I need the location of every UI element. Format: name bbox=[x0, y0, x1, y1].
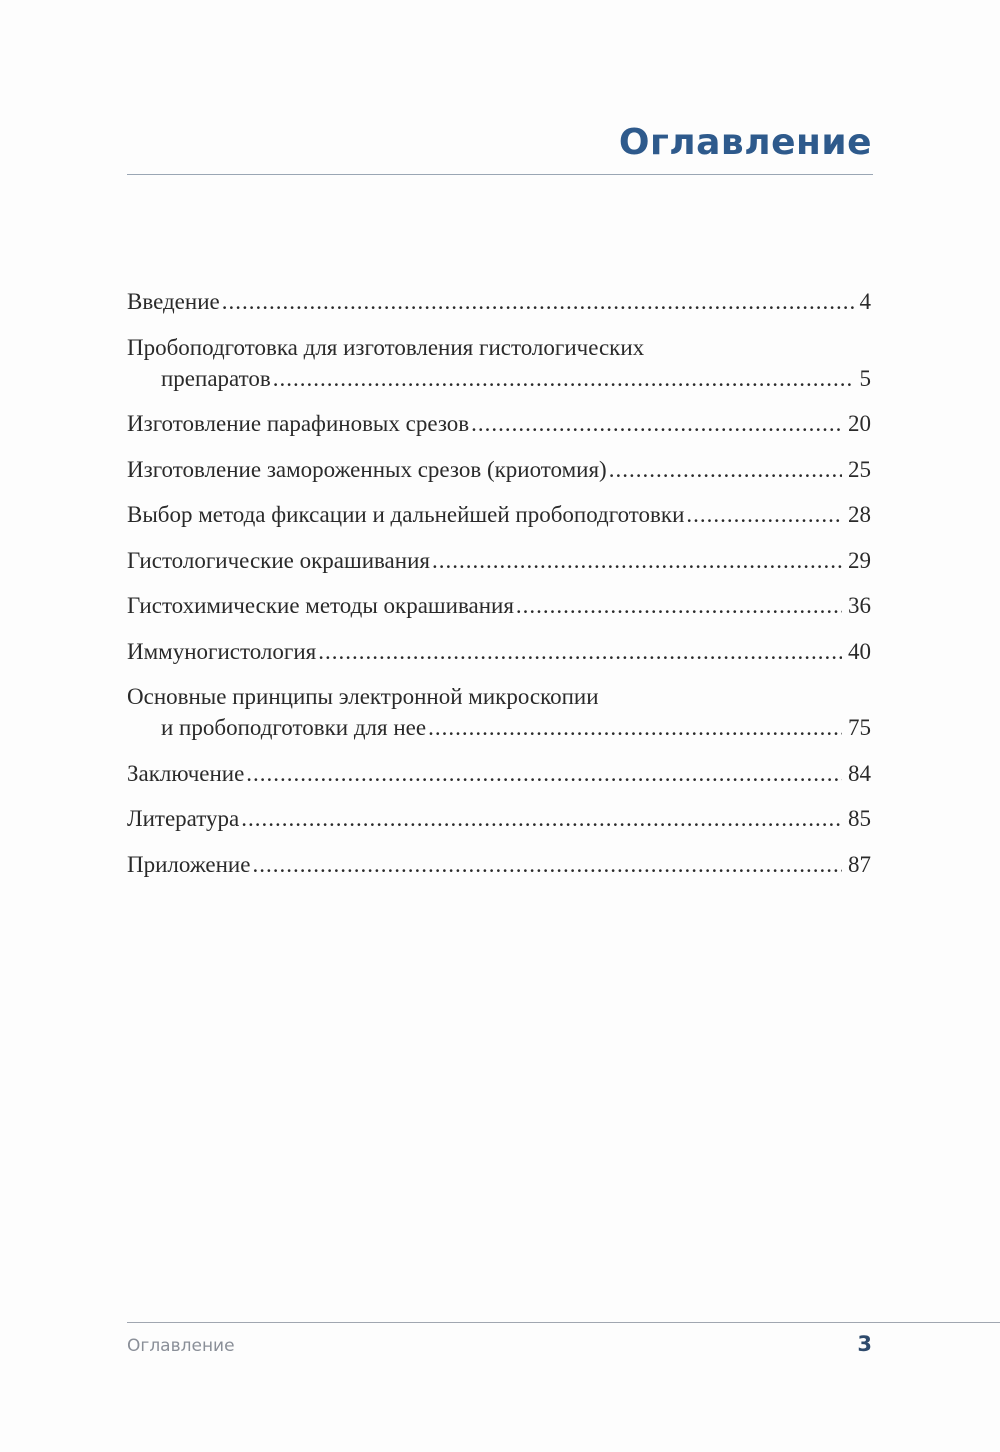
toc-entry-page: 87 bbox=[848, 851, 871, 877]
title-divider bbox=[127, 174, 873, 175]
toc-entry-page: 29 bbox=[848, 547, 871, 573]
leader-dots bbox=[222, 286, 854, 317]
toc-entry[interactable] bbox=[127, 408, 871, 439]
toc-entry-title: Заключение bbox=[127, 760, 245, 786]
toc-entry-title: Литература bbox=[127, 806, 240, 831]
table-of-contents bbox=[127, 286, 871, 894]
toc-entry[interactable] bbox=[127, 590, 871, 621]
toc-entry[interactable] bbox=[127, 758, 871, 789]
leader-dots bbox=[246, 758, 842, 789]
toc-entry-page: 84 bbox=[848, 760, 871, 786]
toc-entry-title: Введение bbox=[127, 289, 220, 314]
leader-dots bbox=[318, 636, 842, 667]
leader-dots bbox=[428, 712, 842, 743]
toc-entry[interactable] bbox=[127, 286, 871, 317]
leader-dots bbox=[273, 363, 854, 394]
toc-entry-title: Гистологические окрашивания bbox=[127, 547, 430, 573]
toc-entry[interactable] bbox=[127, 332, 871, 394]
leader-dots bbox=[609, 454, 842, 485]
toc-entry-title: Иммуногистология bbox=[127, 638, 317, 664]
toc-entry-page: 28 bbox=[848, 502, 871, 527]
toc-entry[interactable] bbox=[127, 681, 871, 743]
toc-entry-title: Изготовление замороженных срезов (криотомия) bbox=[127, 456, 607, 482]
toc-entry-title: Приложение bbox=[127, 851, 251, 877]
footer-divider bbox=[127, 1322, 1000, 1323]
toc-entry-title: Гистохимические методы окрашивания bbox=[127, 593, 514, 618]
page-title: Оглавление bbox=[618, 122, 872, 163]
toc-entry-title: Изготовление парафиновых срезов bbox=[127, 411, 470, 436]
toc-entry-page: 5 bbox=[859, 365, 871, 391]
toc-entry-title: Выбор метода фиксации и дальнейшей пробоподготовки bbox=[127, 502, 685, 527]
toc-entry-page: 75 bbox=[848, 715, 871, 740]
toc-entry-title: Основные принципы электронной микроскопии bbox=[127, 684, 599, 709]
toc-entry[interactable] bbox=[127, 454, 871, 485]
toc-entry-page: 25 bbox=[848, 456, 871, 482]
leader-dots bbox=[516, 590, 842, 621]
leader-dots bbox=[471, 408, 842, 439]
toc-entry[interactable] bbox=[127, 849, 871, 880]
toc-entry-page: 40 bbox=[848, 638, 871, 664]
toc-entry-title: и пробоподготовки для нее bbox=[161, 715, 427, 740]
toc-entry-title: препаратов bbox=[161, 365, 271, 391]
leader-dots bbox=[432, 545, 842, 576]
toc-entry-page: 4 bbox=[859, 289, 871, 314]
leader-dots bbox=[252, 849, 842, 880]
toc-entry-title: Пробоподготовка для изготовления гистологических bbox=[127, 334, 645, 360]
toc-entry[interactable] bbox=[127, 803, 871, 834]
toc-entry[interactable] bbox=[127, 545, 871, 576]
page-number: 3 bbox=[857, 1332, 872, 1356]
toc-entry[interactable] bbox=[127, 636, 871, 667]
toc-entry[interactable] bbox=[127, 499, 871, 530]
footer-section-title: Оглавление bbox=[127, 1336, 235, 1356]
leader-dots bbox=[241, 803, 842, 834]
toc-entry-page: 36 bbox=[848, 593, 871, 618]
toc-entry-page: 85 bbox=[848, 806, 871, 831]
toc-entry-page: 20 bbox=[848, 411, 871, 436]
leader-dots bbox=[686, 499, 842, 530]
